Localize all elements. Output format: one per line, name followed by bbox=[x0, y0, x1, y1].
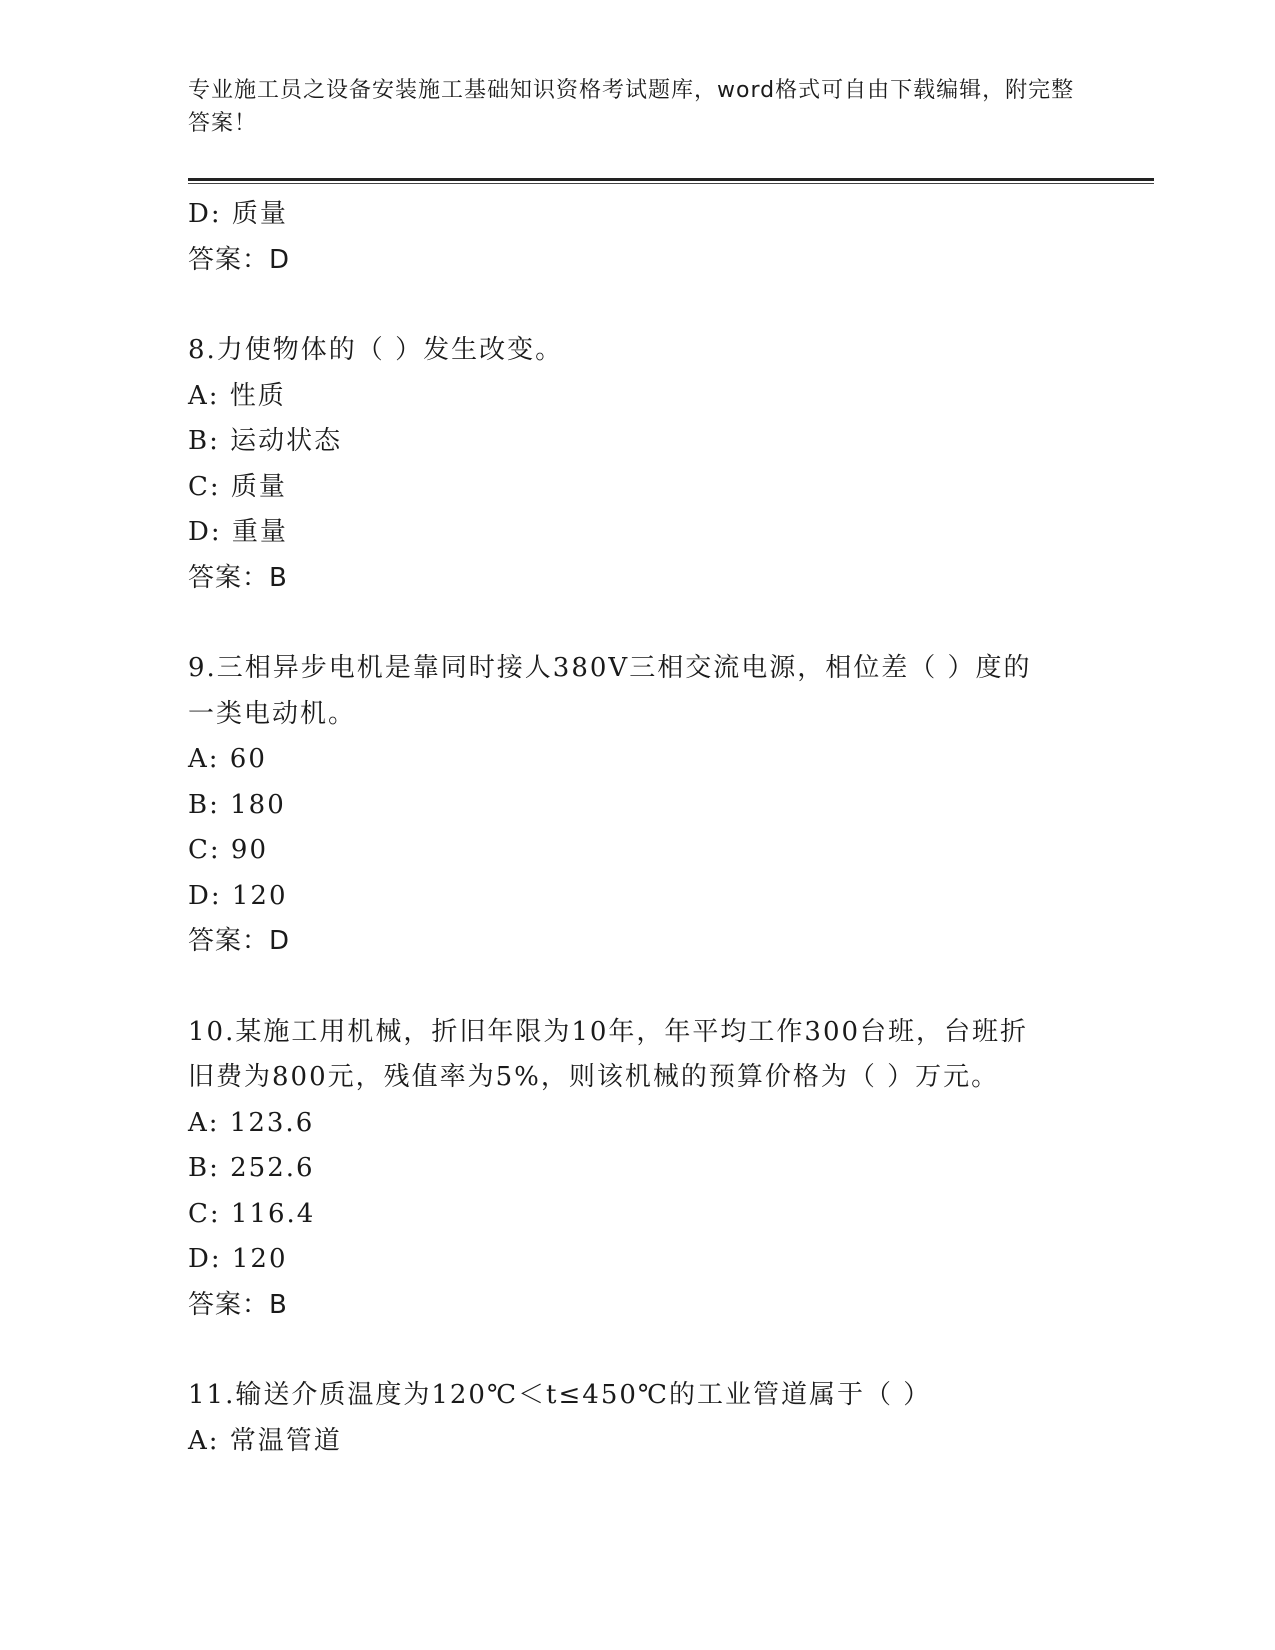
header-divider-thin bbox=[188, 183, 1154, 184]
question-stem: 8.力使物体的（ ）发生改变。 bbox=[188, 335, 564, 365]
option-d: D: 质量 bbox=[188, 199, 288, 229]
answer-line: 答案：B bbox=[188, 562, 288, 593]
option-b: B: 运动状态 bbox=[188, 426, 343, 456]
option-c: C: 90 bbox=[188, 835, 269, 865]
question-content bbox=[188, 192, 1088, 1464]
option-c: C: 质量 bbox=[188, 471, 287, 502]
option-a: A: 性质 bbox=[188, 380, 286, 411]
previous-question-tail bbox=[188, 192, 1088, 283]
answer-line: 答案：D bbox=[188, 244, 291, 275]
option-b: B: 180 bbox=[188, 789, 286, 820]
option-a: A: 123.6 bbox=[188, 1107, 315, 1138]
question-stem: 11.输送介质温度为120℃＜t≤450℃的工业管道属于（ ） bbox=[188, 1380, 932, 1410]
option-d: D: 120 bbox=[188, 880, 288, 911]
option-a: A: 常温管道 bbox=[188, 1425, 342, 1456]
question-stem: 9.三相异步电机是靠同时接人380V三相交流电源，相位差（ ）度的一类电动机。 bbox=[188, 653, 1032, 729]
question-stem: 10.某施工用机械，折旧年限为10年，年平均工作300台班，台班折旧费为800元，残值率为5%，则该机械的预算价格为（ ）万元。 bbox=[188, 1016, 1029, 1092]
answer-line: 答案：D bbox=[188, 926, 291, 956]
question-9 bbox=[188, 646, 1088, 965]
option-d: D: 120 bbox=[188, 1244, 288, 1274]
header-divider bbox=[188, 178, 1154, 181]
question-8 bbox=[188, 328, 1088, 601]
answer-line: 答案：B bbox=[188, 1289, 288, 1320]
option-a: A: 60 bbox=[188, 744, 267, 774]
question-11 bbox=[188, 1373, 1088, 1464]
page-header: 专业施工员之设备安装施工基础知识资格考试题库，word格式可自由下载编辑，附完整答案！ bbox=[188, 78, 1075, 136]
question-10 bbox=[188, 1010, 1088, 1329]
option-d: D: 重量 bbox=[188, 517, 288, 547]
option-c: C: 116.4 bbox=[188, 1198, 316, 1229]
option-b: B: 252.6 bbox=[188, 1153, 315, 1183]
